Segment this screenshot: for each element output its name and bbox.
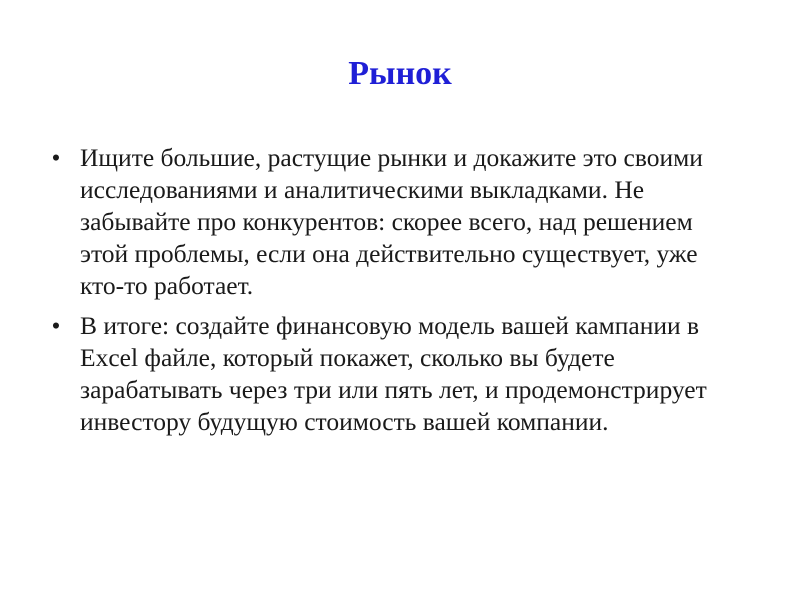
bullet-item-financial-model [40, 310, 740, 438]
bullet-text: В итоге: создайте финансовую модель вашей кампании в Excel файле, который покажет, сколько вы будете зарабатывать через три или пять лет, и продемонстрирует инвестору будущую стоимость вашей компании. [80, 311, 707, 436]
slide-title: Рынок [348, 55, 452, 92]
bullet-list [40, 142, 740, 446]
bullet-text: Ищите большие, растущие рынки и докажите это своими исследованиями и аналитическими выкладками. Не забывайте про конкурентов: скорее всего, над решением этой проблемы, если она действительно существует, уже кто-то работает. [80, 143, 703, 300]
bullet-marker: • [51, 143, 61, 172]
bullet-item-market-research [40, 142, 740, 302]
bullet-marker: • [51, 311, 61, 340]
